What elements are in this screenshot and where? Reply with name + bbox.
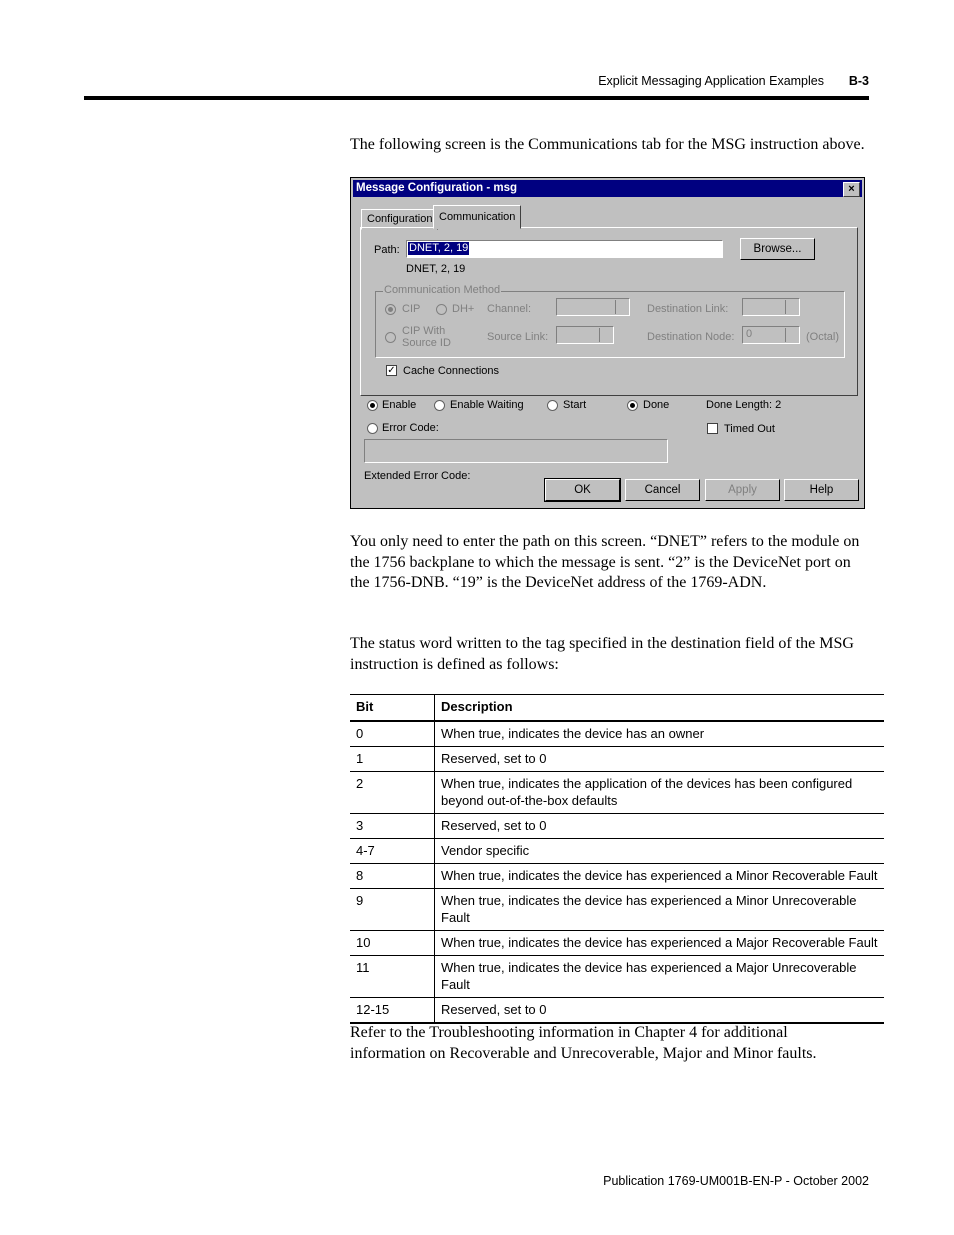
apply-button[interactable]: Apply	[705, 479, 780, 501]
tab-communication[interactable]: Communication	[433, 205, 521, 229]
bit-cell: 4-7	[350, 839, 435, 864]
dhplus-radio[interactable]	[436, 304, 447, 315]
table-row	[350, 998, 884, 1024]
tab-configuration[interactable]: Configuration	[361, 209, 438, 230]
description-cell: Reserved, set to 0	[435, 998, 885, 1024]
destination-node-value: 0	[746, 328, 753, 340]
spinner-icon	[785, 328, 798, 342]
description-cell: Reserved, set to 0	[435, 814, 885, 839]
bit-cell: 1	[350, 747, 435, 772]
communication-tab-panel	[360, 227, 858, 396]
communication-method-group	[375, 284, 845, 358]
enable-indicator	[367, 400, 378, 411]
description-cell: Vendor specific	[435, 839, 885, 864]
cip-source-id-label	[402, 325, 451, 349]
cancel-button[interactable]: Cancel	[625, 479, 700, 501]
destination-node-input[interactable]	[742, 326, 800, 344]
enable-waiting-label: Enable Waiting	[450, 399, 524, 411]
status-bit-table	[350, 694, 884, 1024]
page-number: B-3	[848, 74, 869, 88]
timed-out-label: Timed Out	[724, 423, 775, 435]
table-row	[350, 956, 884, 998]
path-label: Path:	[374, 244, 400, 256]
dhplus-label: DH+	[452, 303, 475, 315]
timed-out-checkbox	[707, 423, 718, 434]
source-link-label: Source Link:	[487, 331, 549, 343]
cip-source-id-line2: Source ID	[402, 337, 451, 349]
done-length: Done Length: 2	[706, 399, 782, 411]
column-header-bit: Bit	[350, 695, 435, 722]
error-code-indicator	[367, 423, 378, 434]
header-rule	[84, 96, 869, 100]
start-label: Start	[563, 399, 587, 411]
table-header-row	[350, 695, 884, 722]
table-row	[350, 889, 884, 931]
intro-paragraph: The following screen is the Communications tab for the MSG instruction above.	[350, 136, 865, 153]
description-cell: When true, indicates the device has experienced a Minor Unrecoverable Fault	[435, 889, 885, 931]
ok-button[interactable]: OK	[545, 479, 620, 501]
cip-source-id-radio[interactable]	[385, 332, 396, 343]
destination-link-input[interactable]	[742, 298, 800, 316]
cip-label: CIP	[402, 303, 421, 315]
cip-radio[interactable]	[385, 304, 396, 315]
path-input[interactable]	[406, 240, 723, 258]
description-cell: When true, indicates the device has experienced a Minor Recoverable Fault	[435, 864, 885, 889]
communication-method-label: Communication Method	[384, 284, 501, 296]
table-row	[350, 772, 884, 814]
destination-link-label: Destination Link:	[647, 303, 729, 315]
bit-cell: 10	[350, 931, 435, 956]
destination-node-label: Destination Node:	[647, 331, 735, 343]
enable-waiting-indicator	[434, 400, 445, 411]
table-row	[350, 931, 884, 956]
cache-connections-label: Cache Connections	[403, 365, 500, 377]
close-icon[interactable]: ×	[843, 182, 860, 197]
octal-label: (Octal)	[806, 331, 839, 343]
channel-select[interactable]	[556, 298, 630, 316]
bit-cell: 11	[350, 956, 435, 998]
message-configuration-dialog	[350, 177, 865, 509]
chevron-down-icon	[615, 300, 628, 314]
bit-cell: 9	[350, 889, 435, 931]
refer-paragraph: Refer to the Troubleshooting information in Chapter 4 for additional information on Recoverable and Unrecoverable, Major and Minor faults.	[350, 1024, 817, 1062]
enable-label: Enable	[382, 399, 417, 411]
bit-cell: 3	[350, 814, 435, 839]
page-header	[0, 72, 869, 92]
bit-cell: 8	[350, 864, 435, 889]
table-row	[350, 839, 884, 864]
dialog-title-bar	[353, 180, 862, 197]
publication-footer: Publication 1769-UM001B-EN-P - October 2002	[603, 1174, 869, 1188]
bit-cell: 2	[350, 772, 435, 814]
channel-label: Channel:	[487, 303, 532, 315]
source-link-input[interactable]	[556, 326, 614, 344]
path-note-paragraph: You only need to enter the path on this screen. “DNET” refers to the module on the 1756 backplane to which the message is sent. “2” is the DeviceNet port on the 1756-DNB. “19” is the DeviceNet address of the 1769-ADN.	[350, 533, 860, 591]
error-code-label: Error Code:	[382, 422, 439, 434]
description-cell: When true, indicates the device has an owner	[435, 721, 885, 747]
description-cell: When true, indicates the device has experienced a Major Recoverable Fault	[435, 931, 885, 956]
cache-connections-checkbox[interactable]: ✓	[387, 365, 396, 376]
help-button[interactable]: Help	[784, 479, 859, 501]
bit-cell: 0	[350, 721, 435, 747]
done-label: Done	[643, 399, 670, 411]
description-cell: Reserved, set to 0	[435, 747, 885, 772]
column-header-description: Description	[435, 695, 885, 722]
browse-button[interactable]: Browse...	[740, 238, 815, 260]
start-indicator	[547, 400, 558, 411]
table-row	[350, 814, 884, 839]
spinner-icon	[599, 328, 612, 342]
bit-cell: 12-15	[350, 998, 435, 1024]
cip-source-id-line1: CIP With	[402, 325, 446, 337]
header-title: Explicit Messaging Application Examples	[598, 74, 824, 88]
status-note-paragraph: The status word written to the tag specified in the destination field of the MSG instruction is defined as follows:	[350, 635, 854, 673]
description-cell: When true, indicates the application of the devices has been configured beyond out-of-the-box defaults	[435, 772, 885, 814]
table-row	[350, 864, 884, 889]
error-text-box[interactable]	[364, 439, 668, 463]
description-cell: When true, indicates the device has experienced a Major Unrecoverable Fault	[435, 956, 885, 998]
path-resolved: DNET, 2, 19	[406, 263, 466, 275]
extended-error-label: Extended Error Code:	[364, 470, 471, 482]
done-indicator	[627, 400, 638, 411]
table-row	[350, 747, 884, 772]
spinner-icon	[785, 300, 798, 314]
table-row	[350, 721, 884, 747]
dialog-title: Message Configuration - msg	[356, 182, 518, 194]
path-input-value: DNET, 2, 19	[409, 242, 469, 254]
